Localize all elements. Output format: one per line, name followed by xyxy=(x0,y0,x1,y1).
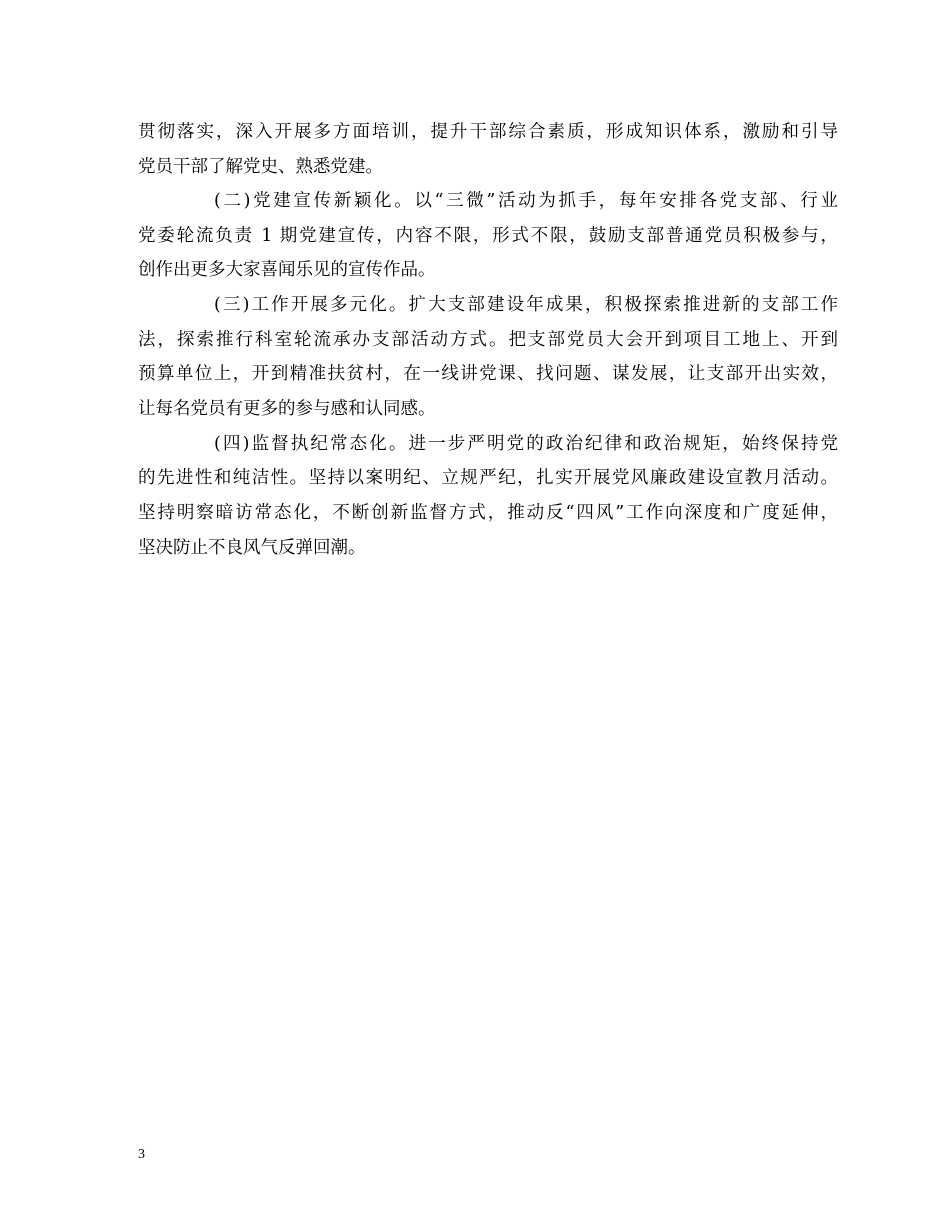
paragraph-4-line-2: 的先进性和纯洁性。坚持以案明纪、立规严纪，扎实开展党风廉政建设宣教月活动。 xyxy=(138,468,838,488)
paragraph-3-line-3: 预算单位上，开到精准扶贫村，在一线讲党课、找问题、谋发展，让支部开出实效， xyxy=(138,364,838,384)
paragraph-2-line-2: 党委轮流负责 1 期党建宣传，内容不限，形式不限，鼓励支部普通党员积极参与， xyxy=(138,226,838,246)
paragraph-4-line-1: (四)监督执纪常态化。进一步严明党的政治纪律和政治规矩，始终保持党 xyxy=(214,434,838,454)
paragraph-4-line-4: 坚决防止不良风气反弹回潮。 xyxy=(138,538,366,558)
paragraph-4-line-3: 坚持明察暗访常态化，不断创新监督方式，推动反“四风”工作向深度和广度延伸， xyxy=(138,503,838,523)
paragraph-3-line-2: 法，探索推行科室轮流承办支部活动方式。把支部党员大会开到项目工地上、开到 xyxy=(138,330,838,350)
paragraph-3-line-1: (三)工作开展多元化。扩大支部建设年成果，积极探索推进新的支部工作 xyxy=(214,295,838,315)
page-number: 3 xyxy=(138,1147,145,1162)
paragraph-1-line-1: 贯彻落实，深入开展多方面培训，提升干部综合素质，形成知识体系，激励和引导 xyxy=(138,122,838,142)
paragraph-2-line-1: (二)党建宣传新颖化。以“三微”活动为抓手，每年安排各党支部、行业 xyxy=(214,191,838,211)
paragraph-1-line-2: 党员干部了解党史、熟悉党建。 xyxy=(138,157,383,177)
paragraph-2-line-3: 创作出更多大家喜闻乐见的宣传作品。 xyxy=(138,260,436,280)
paragraph-3-line-4: 让每名党员有更多的参与感和认同感。 xyxy=(138,399,436,419)
